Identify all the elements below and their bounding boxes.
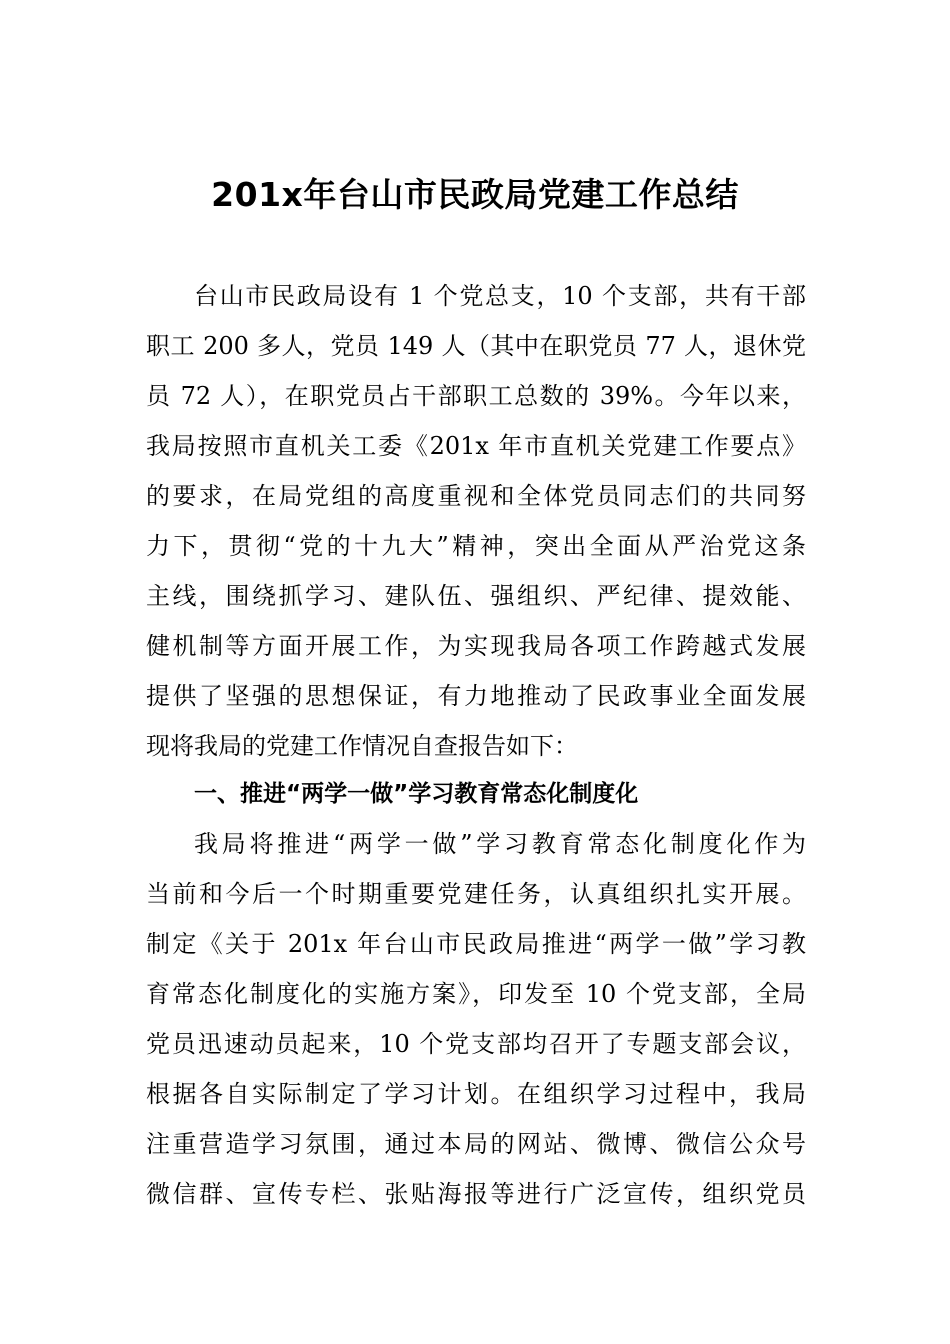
paragraph-line: 注重营造学习氛围，通过本局的网站、微博、微信公众号 (146, 1130, 806, 1158)
paragraph-line: 员 72 人），在职党员占干部职工总数的 39%。今年以来， (146, 382, 806, 410)
paragraph-line: 我局将推进“两学一做”学习教育常态化制度化作为 (194, 830, 806, 858)
paragraph-line: 现将我局的党建工作情况自查报告如下： (146, 732, 578, 760)
paragraph-line: 职工 200 多人，党员 149 人（其中在职党员 77 人，退休党 (146, 332, 806, 360)
paragraph-line: 微信群、宣传专栏、张贴海报等进行广泛宣传，组织党员 (146, 1180, 806, 1208)
paragraph-line: 提供了坚强的思想保证，有力地推动了民政事业全面发展 (146, 682, 806, 710)
paragraph-line: 我局按照市直机关工委《201x 年市直机关党建工作要点》 (146, 432, 806, 460)
paragraph-line: 台山市民政局设有 1 个党总支，10 个支部，共有干部 (194, 282, 806, 310)
paragraph-line: 育常态化制度化的实施方案》，印发至 10 个党支部，全局 (146, 980, 806, 1008)
paragraph-line: 当前和今后一个时期重要党建任务，认真组织扎实开展。 (146, 880, 806, 908)
document-title: 201x年台山市民政局党建工作总结 (211, 175, 739, 214)
section-heading-1: 一、推进“两学一做”学习教育常态化制度化 (194, 781, 639, 807)
paragraph-line: 党员迅速动员起来，10 个党支部均召开了专题支部会议， (146, 1030, 806, 1058)
paragraph-line: 制定《关于 201x 年台山市民政局推进“两学一做”学习教 (146, 930, 806, 958)
paragraph-line: 的要求，在局党组的高度重视和全体党员同志们的共同努 (146, 482, 806, 510)
paragraph-line: 力下，贯彻“党的十九大”精神，突出全面从严治党这条 (146, 532, 806, 560)
paragraph-line: 健机制等方面开展工作，为实现我局各项工作跨越式发展 (146, 632, 806, 660)
paragraph-line: 根据各自实际制定了学习计划。在组织学习过程中，我局 (146, 1080, 806, 1108)
paragraph-line: 主线，围绕抓学习、建队伍、强组织、严纪律、提效能、 (146, 582, 806, 610)
